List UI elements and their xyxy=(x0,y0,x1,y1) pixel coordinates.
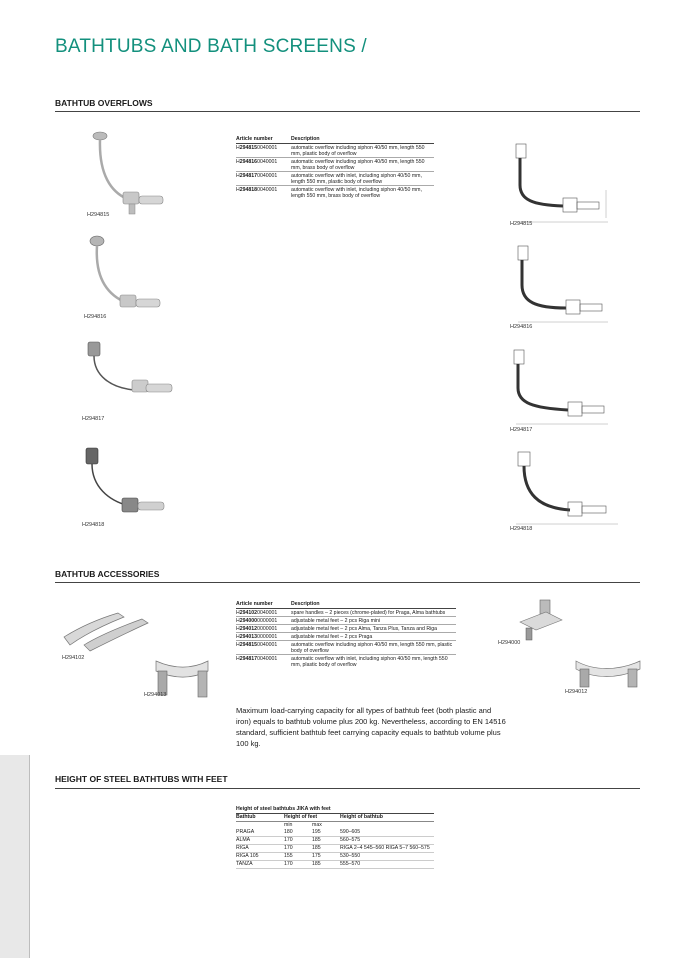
divider xyxy=(55,788,640,789)
table-row: H2941020040001 spare handles – 2 pieces (chrome-plated) for Praga, Alma bathtubs xyxy=(236,609,456,617)
table-row: H2948150040001 automatic overflow including siphon 40/50 mm, length 550 mm, plastic body of overflow xyxy=(236,144,434,158)
accessory-caption: H294102 xyxy=(62,655,85,661)
divider xyxy=(55,111,640,112)
table-row: ALMA 170 185 560–575 xyxy=(236,837,434,845)
accessory-caption: H294013 xyxy=(144,692,167,698)
overflow-caption: H294815 xyxy=(87,212,110,218)
table-row: RIGA 105 155 175 530–550 xyxy=(236,853,434,861)
technical-drawing-h294816 xyxy=(508,240,618,325)
technical-drawing-h294817 xyxy=(508,348,618,428)
feet-photo-h294012 xyxy=(574,657,644,689)
column-header: Height of feet xyxy=(284,814,340,822)
overflow-photo-h294815 xyxy=(85,128,175,218)
page-title: BATHTUBS AND BATH SCREENS / xyxy=(55,36,367,57)
table-row: RIGA 170 185 RIGA 2–4 545–560 RIGA 5–7 560–575 xyxy=(236,845,434,853)
column-header: Bathtub xyxy=(236,814,284,822)
table-row: H2940000000001 adjustable metal feet – 2 pcs Riga mini xyxy=(236,617,456,625)
table-row: H2948180040001 automatic overflow with inlet, including siphon 40/50 mm, length 550 mm, brass body of overflow xyxy=(236,186,422,199)
accessory-article-table xyxy=(236,601,456,668)
page-margin-bar xyxy=(0,755,30,958)
load-capacity-note: Maximum load-carrying capacity for all types of bathtub feet (both plastic and iron) equals to bathtub volume plus 200 kg. Nevertheless, according to EN 14516 standard, sufficient bathtub feet carrying capacity equals to bathtub volume plus 100 kg. xyxy=(236,706,506,748)
technical-drawing-h294815 xyxy=(508,140,618,225)
drawing-caption: H294818 xyxy=(510,526,533,532)
table-row: H2948170040001 automatic overflow with inlet, including siphon 40/50 mm, length 550 mm, plastic body of overflow xyxy=(236,172,434,186)
overflow-caption: H294818 xyxy=(82,522,105,528)
table-row: H2948160040001 automatic overflow including siphon 40/50 mm, length 550 mm, brass body of overflow xyxy=(236,158,434,172)
column-header: Description xyxy=(291,136,434,144)
technical-drawing-h294818 xyxy=(508,448,628,528)
section-heading-accessories: BATHTUB ACCESSORIES xyxy=(55,569,160,579)
overflow-caption: H294817 xyxy=(82,416,105,422)
drawing-caption: H294816 xyxy=(510,324,533,330)
drawing-caption: H294815 xyxy=(510,221,533,227)
overflow-photo-h294817 xyxy=(80,340,180,418)
divider xyxy=(55,582,640,583)
column-header: Article number xyxy=(236,136,291,144)
overflow-article-table xyxy=(236,136,434,199)
subheader: max xyxy=(312,822,322,828)
accessory-caption: H294012 xyxy=(565,689,588,695)
overflow-photo-h294816 xyxy=(82,233,172,318)
table-row: H2948170040001 automatic overflow with inlet, including siphon 40/50 mm, length 550 mm, plastic body of overflow xyxy=(236,655,448,668)
column-header: Description xyxy=(291,601,456,609)
table-row: H2948150040001 automatic overflow including siphon 40/50 mm, length 550 mm, plastic body of overflow xyxy=(236,641,456,655)
bathtub-height-table xyxy=(236,806,434,869)
accessory-caption: H294000 xyxy=(498,640,521,646)
table-row: TANZA 170 185 555–570 xyxy=(236,861,434,869)
section-heading-height: HEIGHT OF STEEL BATHTUBS WITH FEET xyxy=(55,774,228,784)
column-header: Height of bathtub xyxy=(340,814,434,822)
subheader: min xyxy=(284,822,293,828)
table-row: PRAGA 180 195 590–605 xyxy=(236,829,434,837)
table-caption: Height of steel bathtubs JIKA with feet xyxy=(236,806,331,812)
table-row: H2940130000001 adjustable metal feet – 2 pcs Praga xyxy=(236,633,456,641)
overflow-caption: H294816 xyxy=(84,314,107,320)
table-row: H2940120000001 adjustable metal feet – 2 pcs Alma, Tanza Plus, Tanza and Riga xyxy=(236,625,456,633)
overflow-photo-h294818 xyxy=(80,446,180,524)
handles-photo xyxy=(60,605,160,653)
section-heading-overflows: BATHTUB OVERFLOWS xyxy=(55,98,153,108)
drawing-caption: H294817 xyxy=(510,427,533,433)
column-header: Article number xyxy=(236,601,291,609)
feet-photo-h294000 xyxy=(512,598,572,642)
